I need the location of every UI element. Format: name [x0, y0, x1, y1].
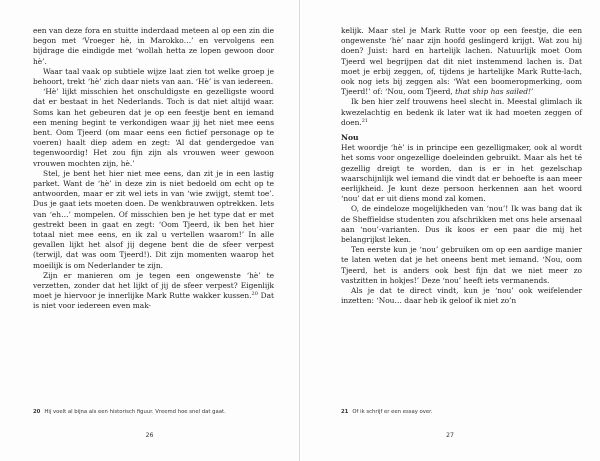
- paragraph: een van deze fora en stuitte inderdaad meteen al op een zin die begon met ‘Vroeger hè, in Marokko…’ en vervolgens een bijdrage die eindigde met ‘wollah hetta ze lopen gewoon door hè’.: [33, 26, 274, 66]
- paragraph: ‘Hè’ lijkt misschien het onschuldigste en gezelligste woord dat er bestaat in het Nederlands. Toch is dat niet altijd waar. Soms kan het gebeuren dat je op een feestje bent en iemand een mening begint te verkondigen waar jij het niet mee eens bent. Oom Tjeerd (om maar eens een fictief personage op te voeren) haalt diep adem en zegt: ‘Al dat gendergedoe van tegenwoordig! Het zou fijn zijn als vrouwen weer gewoon vrouwen mochten zijn, hè.’: [33, 87, 274, 168]
- footnote-reference: 21: [361, 117, 369, 124]
- paragraph-text: Ik ben hier zelf trouwens heel slecht in. Meestal glimlach ik kwezelachtig en bedenk ik later wat ik had moeten zeggen of doen.: [341, 97, 582, 127]
- right-page: [300, 0, 600, 461]
- paragraph: Het woordje ‘hè’ is in principe een gezelligmaker, ook al wordt het soms voor ongezellige doeleinden gebruikt. Maar als het té gezellig dreigt te worden, dan is er in het gezelschap waarschijnlijk wel iemand die vindt dat er behoefte is aan meer eerlijkheid. Je kunt deze persoon herkennen aan het woord ‘nou’ dat er uit diens mond zal komen.: [341, 143, 582, 204]
- paragraph-text: ’: [531, 87, 534, 97]
- section-heading: Nou: [341, 133, 359, 143]
- page-number: 27: [446, 432, 454, 439]
- paragraph: O, de eindeloze mogelijkheden van ‘nou’! Ik was bang dat ik de Sheffieldse studenten zou afschrikken met ons hele arsenaal aan ‘nou’-varianten. Dus ik koos er een paar die mij het belangrijkst leken.: [341, 204, 582, 245]
- paragraph: [341, 26, 582, 97]
- footnote: [33, 409, 226, 415]
- paragraph-text: kelijk. Maar stel je Mark Rutte voor op een feestje, die een ongewenste ‘hè’ naar zijn hoofd geslingerd krijgt. Wat zou hij doen? Juist: hard en hartelijk lachen. Natuurlijk moet Oom Tjeerd wel begrijpen dat dit niet instemmend lachen is. Dat moet je erbij zeggen, of, tijdens je hartelijke Mark Rutte-lach, ook nog iets bij zeggen als: ‘Wat een boomeropmerking, oom Tjeerd!’ of: ‘Nou, oom Tjeerd,: [341, 26, 582, 97]
- footnote-text: Hij voelt al bijna als een historisch figuur. Vreemd hoe snel dat gaat.: [44, 409, 226, 415]
- paragraph: Waar taal vaak op subtiele wijze laat zien tot welke groep je behoort, trekt ‘hè’ zich daar niets van aan. ‘Hè’ is van iedereen.: [33, 66, 274, 87]
- left-page-body: [33, 26, 274, 312]
- footnote: [341, 409, 433, 415]
- paragraph-text: Zijn er manieren om je tegen een ongewenste ‘hè’ te verzetten, zonder dat het lijkt of jij de sfeer verpest? Eigenlijk moet je hiervoor je innerlijke Mark Rutte wakker kussen.: [33, 270, 274, 301]
- emphasis-text: that ship has sailed!: [455, 87, 531, 97]
- footnote-reference: 20: [251, 291, 258, 298]
- paragraph: Als je dat te direct vindt, kun je ‘nou’ ook weifelender inzetten: ‘Nou… daar heb ik geloof ik niet zo’n: [341, 286, 582, 306]
- paragraph: Ten eerste kun je ‘nou’ gebruiken om op een aardige manier te laten weten dat je het oneens bent met iemand. ‘Nou, oom Tjeerd, het is anders ook best fijn dat we niet meer zo vastzitten in hokjes!’ Deze ‘nou’ heeft iets vermanends.: [341, 245, 582, 285]
- page-number: 26: [145, 432, 154, 439]
- paragraph: Stel, je bent het hier niet mee eens, dan zit je in een lastig parket. Want de ‘hè’ in deze zin is niet bedoeld om echt op te antwoorden, maar er zit wel iets in van ‘wie zwijgt, stemt toe’. Dus je gaat iets moeten doen. De wenkbrauwen optrekken. Iets van ‘eh…’ mompelen. Of misschien ben je het type dat er met gestrekt been in gaat en zegt: ‘Oom Tjeerd, ik ben het hier totaal niet mee eens, en ik zal u vertellen waarom!’ In alle gevallen lijkt het alsof jij degene bent die de sfeer verpest (terwijl, dat was oom Tjeerd!). Dit zijn momenten waarop het moeilijk is om Nederlander te zijn.: [33, 168, 274, 270]
- right-page-body: [341, 26, 582, 306]
- footnote-number: 21: [341, 409, 349, 415]
- paragraph: [341, 97, 582, 128]
- footnote-text: Of ik schrijf er een essay over.: [352, 409, 433, 415]
- footnote-number: 20: [33, 409, 41, 415]
- paragraph-text: Dat is niet voor iedereen even mak-: [33, 291, 274, 311]
- paragraph: [33, 271, 274, 312]
